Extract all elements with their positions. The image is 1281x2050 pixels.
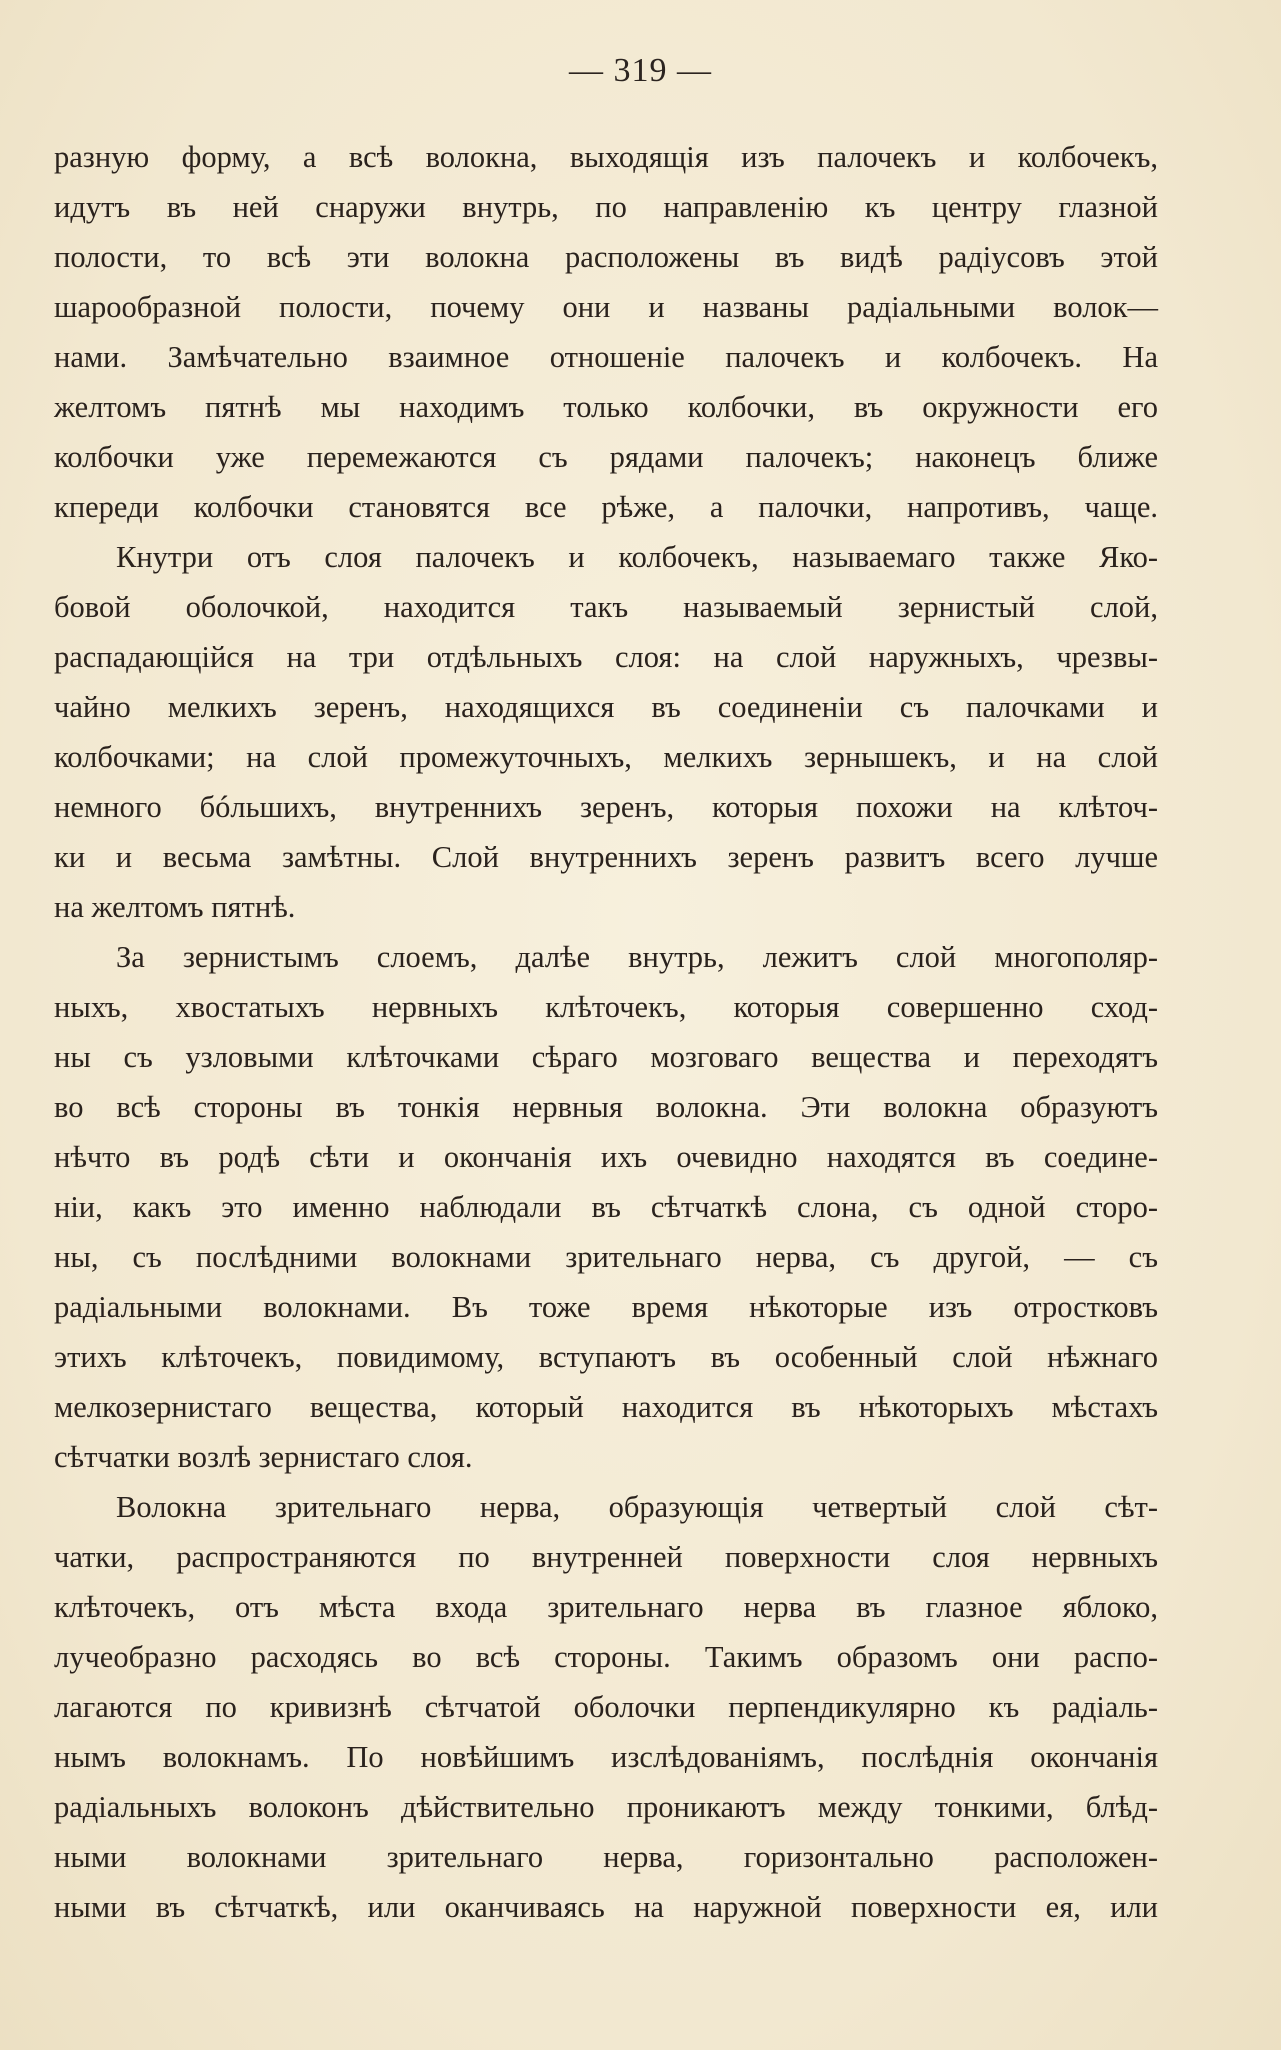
text-line: бовой оболочкой, находится такъ называемый зернистый слой,	[54, 590, 1158, 624]
text-line: Волокна зрительнаго нерва, образующія четвертый слой сѣт-	[116, 1490, 1158, 1524]
text-line: ными волокнами зрительнаго нерва, горизонтально расположен-	[54, 1840, 1158, 1874]
text-line: этихъ клѣточекъ, повидимому, вступаютъ въ особенный слой нѣжнаго	[54, 1340, 1158, 1374]
text-line: лучеобразно расходясь во всѣ стороны. Такимъ образомъ они распо-	[54, 1640, 1158, 1674]
text-line: Кнутри отъ слоя палочекъ и колбочекъ, называемаго также Яко-	[116, 540, 1158, 574]
text-line: нымъ волокнамъ. По новѣйшимъ изслѣдованіямъ, послѣднія окончанія	[54, 1740, 1158, 1774]
text-line: ны, съ послѣдними волокнами зрительнаго нерва, съ другой, — съ	[54, 1240, 1158, 1274]
text-line: радіальными волокнами. Въ тоже время нѣкоторые изъ отростковъ	[54, 1290, 1158, 1324]
text-line: За зернистымъ слоемъ, далѣе внутрь, лежитъ слой многополяр-	[116, 940, 1158, 974]
text-line: чатки, распространяются по внутренней поверхности слоя нервныхъ	[54, 1540, 1158, 1574]
text-line: сѣтчатки возлѣ зернистаго слоя.	[54, 1440, 473, 1474]
body-text	[54, 132, 1158, 1932]
text-line: на желтомъ пятнѣ.	[54, 890, 296, 924]
text-line: ніи, какъ это именно наблюдали въ сѣтчаткѣ слона, съ одной сторо-	[54, 1190, 1158, 1224]
text-line: желтомъ пятнѣ мы находимъ только колбочки, въ окружности его	[54, 390, 1158, 424]
text-line: чайно мелкихъ зеренъ, находящихся въ соединеніи съ палочками и	[54, 690, 1158, 724]
text-line: распадающійся на три отдѣльныхъ слоя: на слой наружныхъ, чрезвы-	[54, 640, 1158, 674]
text-line: колбочки уже перемежаются съ рядами палочекъ; наконецъ ближе	[54, 440, 1158, 474]
text-line: клѣточекъ, отъ мѣста входа зрительнаго нерва въ глазное яблоко,	[54, 1590, 1158, 1624]
text-line: мелкозернистаго вещества, который находится въ нѣкоторыхъ мѣстахъ	[54, 1390, 1158, 1424]
text-line: разную форму, а всѣ волокна, выходящія изъ палочекъ и колбочекъ,	[54, 140, 1158, 174]
text-line: радіальныхъ волоконъ дѣйствительно проникаютъ между тонкими, блѣд-	[54, 1790, 1158, 1824]
text-line: лагаются по кривизнѣ сѣтчатой оболочки перпендикулярно къ радіаль-	[54, 1690, 1158, 1724]
text-line: во всѣ стороны въ тонкія нервныя волокна. Эти волокна образуютъ	[54, 1090, 1158, 1124]
page-number: — 319 —	[569, 52, 712, 89]
text-line: полости, то всѣ эти волокна расположены въ видѣ радіусовъ этой	[54, 240, 1158, 274]
text-line: ки и весьма замѣтны. Слой внутреннихъ зеренъ развитъ всего лучше	[54, 840, 1158, 874]
text-line: ны съ узловыми клѣточками сѣраго мозговаго вещества и переходятъ	[54, 1040, 1158, 1074]
text-line: нѣчто въ родѣ сѣти и окончанія ихъ очевидно находятся въ соедине-	[54, 1140, 1158, 1174]
text-line: ными въ сѣтчаткѣ, или оканчиваясь на наружной поверхности ея, или	[54, 1890, 1158, 1924]
text-line: идутъ въ ней снаружи внутрь, по направленію къ центру глазной	[54, 190, 1158, 224]
text-line: шарообразной полости, почему они и названы радіальными волок—	[54, 290, 1158, 324]
text-line: кпереди колбочки становятся все рѣже, а палочки, напротивъ, чаще.	[54, 490, 1158, 524]
text-line: колбочками; на слой промежуточныхъ, мелкихъ зернышекъ, и на слой	[54, 740, 1158, 774]
text-line: нами. Замѣчательно взаимное отношеніе палочекъ и колбочекъ. На	[54, 340, 1158, 374]
text-line: немного бóльшихъ, внутреннихъ зеренъ, которыя похожи на клѣточ-	[54, 790, 1158, 824]
text-line: ныхъ, хвостатыхъ нервныхъ клѣточекъ, которыя совершенно сход-	[54, 990, 1158, 1024]
